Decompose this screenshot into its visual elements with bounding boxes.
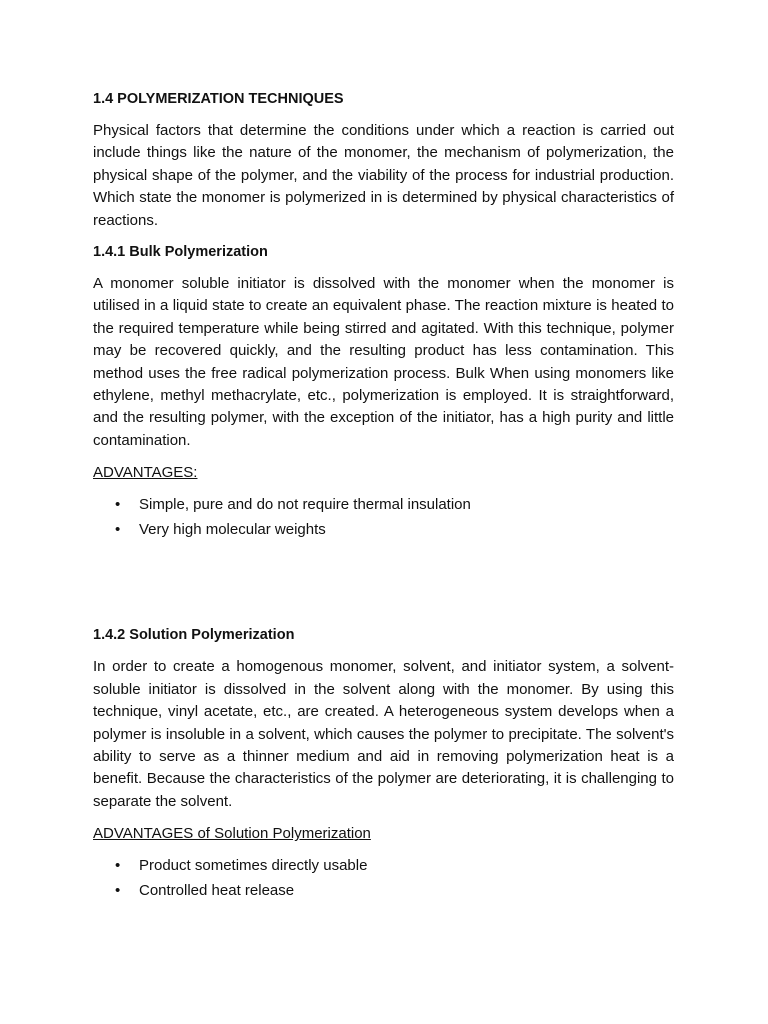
list-item-text: Simple, pure and do not require thermal insulation <box>139 496 471 514</box>
solution-heading: 1.4.2 Solution Polymerization <box>93 627 295 644</box>
list-item-text: Very high molecular weights <box>139 520 326 538</box>
solution-advantages-list <box>93 854 674 903</box>
bulk-heading: 1.4.1 Bulk Polymerization <box>93 244 268 261</box>
solution-advantages-label: ADVANTAGES of Solution Polymerization <box>93 825 371 843</box>
bulk-advantages-label: ADVANTAGES: <box>93 464 198 482</box>
list-item-text: Product sometimes directly usable <box>139 857 368 875</box>
bullet-icon: • <box>115 496 121 514</box>
list-item <box>93 518 674 543</box>
bullet-icon: • <box>115 520 121 538</box>
list-item-text: Controlled heat release <box>139 881 295 899</box>
bullet-icon: • <box>115 857 121 875</box>
section-title: 1.4 POLYMERIZATION TECHNIQUES <box>93 91 344 107</box>
bulk-advantages-list <box>93 493 674 542</box>
list-item <box>93 854 674 879</box>
bullet-icon: • <box>115 881 121 899</box>
list-item <box>93 493 674 518</box>
list-item <box>93 879 674 904</box>
solution-body: In order to create a homogenous monomer, solvent, and initiator system, a solvent-soluble initiator is dissolved in the solvent along with the monomer. By using this technique, vinyl acetate, etc., are created. A heterogeneous system develops when a polymer is insoluble in a solvent, which causes the polymer to precipitate. The solvent's ability to serve as a thinner medium and aid in removing polymerization heat is a benefit. Because the characteristics of the polymer are deteriorating, it is challenging to separate the solvent. <box>93 658 674 810</box>
section-intro: Physical factors that determine the conditions under which a reaction is carried out include things like the nature of the monomer, the mechanism of polymerization, the physical shape of the polymer, and the viability of the process for industrial production. Which state the monomer is polymerized in is determined by physical characteristics of reactions. <box>93 122 674 229</box>
bulk-body: A monomer soluble initiator is dissolved with the monomer when the monomer is utilised in a liquid state to create an equivalent phase. The reaction mixture is heated to the required temperature while being stirred and agitated. With this technique, polymer may be recovered quickly, and the resulting product has less contamination. This method uses the free radical polymerization process. Bulk When using monomers like ethylene, methyl methacrylate, etc., polymerization is employed. It is straightforward, and the resulting polymer, with the exception of the initiator, has a high purity and little contamination. <box>93 275 674 449</box>
